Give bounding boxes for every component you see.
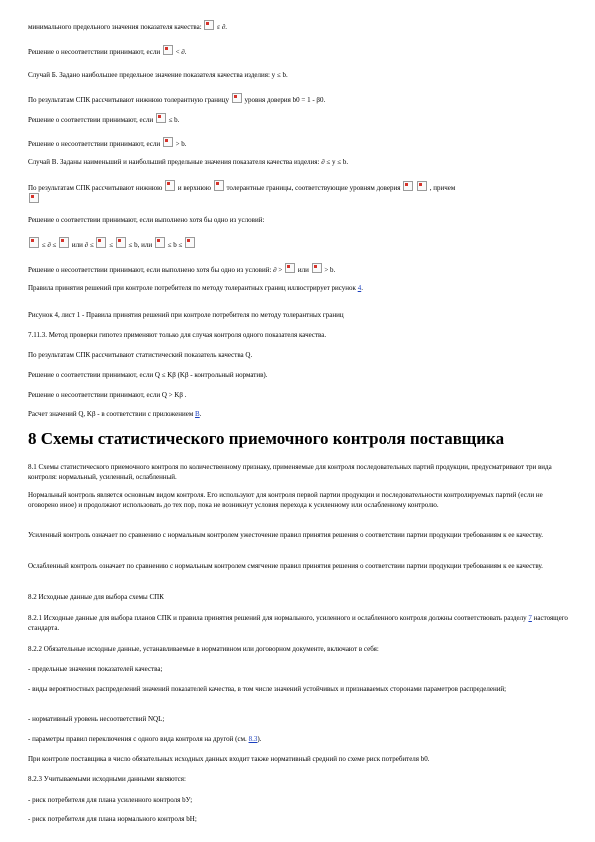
text-line-tolerance-bounds: По результатам СПК рассчитывают нижнюю и верхнюю толерантные границы, соответствующие уровням доверия , причем	[28, 180, 569, 205]
figure-4-link[interactable]: 4	[357, 284, 362, 292]
formula-image-icon	[417, 181, 427, 191]
formula-image-icon	[156, 113, 166, 123]
figure-caption: Рисунок 4, лист 1 - Правила принятия решений при контроле потребителя по методу толерантных границ	[28, 311, 344, 319]
formula-image-icon	[163, 45, 173, 55]
formula-image-icon	[403, 181, 413, 191]
list-item-switching-rules: - параметры правил переключения с одного вида контроля на другой (см. 8.3).	[28, 735, 262, 743]
text-line-nonconformity-conditions: Решение о несоответствии принимают, если выполнено хотя бы одно из условий: ∂ > или > b.	[28, 263, 569, 275]
formula-image-icon	[165, 180, 175, 191]
formula-image-icon	[204, 20, 214, 30]
appendix-v-link[interactable]: В	[195, 410, 200, 418]
formula-image-icon	[29, 193, 39, 203]
formula-image-icon	[116, 237, 126, 248]
text-line-condition-formulas: ≤ ∂ ≤ или ∂ ≤ ≤ ≤ b, или ≤ b ≤	[28, 237, 569, 250]
formula-image-icon	[285, 263, 295, 273]
list-item-normal-risk: - риск потребителя для плана нормального контроля bН;	[28, 815, 197, 823]
text-line-nonconformity-b: Решение о несоответствии принимают, если > b.	[28, 137, 569, 149]
formula-image-icon	[29, 237, 39, 248]
text-line-figure-reference: Правила принятия решений при контроле потребителя по методу толерантных границ иллюстрирует рисунок 4.	[28, 284, 363, 292]
text-line-7-11-3: 7.11.3. Метод проверки гипотез применяют только для случая контроля одного показателя качества.	[28, 331, 327, 339]
paragraph-8-2-1: 8.2.1 Исходные данные для выбора планов СПК и правила принятия решений для нормального, усиленного и ослабленного контроля должны соответствовать разделу 7 настоящего стандарта.	[28, 614, 568, 632]
list-item-nql: - нормативный уровень несоответствий NQL;	[28, 715, 165, 723]
paragraph-8-2-2: 8.2.2 Обязательные исходные данные, устанавливаемые в нормативном или договорном документе, включают в себя:	[28, 645, 379, 653]
paragraph-normal-control: Нормальный контроль является основным видом контроля. Его используют для контроля первой партии продукции и последовательности контролируемых партий (если не оговорено иное) и продолжают использовать до тех пор, пока не возникнут условия перехода к усиленному или ослабленному контролю.	[28, 491, 543, 509]
paragraph-tightened-control: Усиленный контроль означает по сравнению с нормальным контролем ужесточение правил принятия решения о соответствии партии продукции требованиям к ее качеству.	[28, 531, 543, 539]
formula-image-icon	[59, 237, 69, 248]
formula-image-icon	[214, 180, 224, 191]
text-line-lower-tolerance: По результатам СПК рассчитывают нижнюю толерантную границу уровня доверия b0 = 1 - β0.	[28, 93, 569, 105]
subheading-8-2: 8.2 Исходные данные для выбора схемы СПК	[28, 593, 164, 601]
list-item-limit-values: - предельные значения показателей качества;	[28, 665, 163, 673]
section-8-3-link[interactable]: 8.3	[248, 735, 258, 743]
formula-image-icon	[163, 137, 173, 147]
text-line-nonconformity-q: Решение о несоответствии принимают, если Q > Kβ .	[28, 391, 187, 399]
paragraph-supplier-risk: При контроле поставщика в число обязательных исходных данных входит также нормативный средний по схеме риск потребителя b0.	[28, 755, 430, 763]
formula-image-icon	[96, 237, 106, 248]
text-line-conformity-b: Решение о соответствии принимают, если ≤ b.	[28, 113, 569, 125]
text-line-case-v: Случай В. Заданы наименьший и наибольший предельные значения показателя качества изделия: ∂ ≤ у ≤ b.	[28, 158, 349, 166]
text-line-case-b: Случай Б. Задано наибольшее предельное значение показателя качества изделия: у ≤ b.	[28, 71, 288, 79]
paragraph-8-2-3: 8.2.3 Учитываемыми исходными данными являются:	[28, 775, 186, 783]
formula-image-icon	[232, 93, 242, 103]
text-line-nonconformity-a: Решение о несоответствии принимают, если < ∂.	[28, 45, 569, 57]
list-item-distributions: - виды вероятностных распределений значений показателей качества, в том числе значений устойчивых и признаваемых сторонами параметров распределений;	[28, 685, 507, 693]
text-line-conformity-conditions: Решение о соответствии принимают, если выполнено хотя бы одно из условий:	[28, 216, 265, 224]
section-heading: 8 Схемы статистического приемочного контроля поставщика	[28, 429, 505, 448]
formula-image-icon	[185, 237, 195, 248]
text-line-conformity-q: Решение о соответствии принимают, если Q ≤ Kβ (Kβ - контрольный норматив).	[28, 371, 268, 379]
formula-image-icon	[312, 263, 322, 273]
text-line-calculation: Расчет значений Q, Kβ - в соответствии с приложением В.	[28, 410, 202, 418]
paragraph-reduced-control: Ослабленный контроль означает по сравнению с нормальным контролем смягчение правил принятия решения о соответствии партии продукции требованиям к ее качеству.	[28, 562, 543, 570]
text-line-min-limit: минимального предельного значения показателя качества: ε ∂.	[28, 20, 569, 32]
text-line-statistic: По результатам СПК рассчитывают статистический показатель качества Q.	[28, 351, 253, 359]
section-7-link[interactable]: 7	[528, 614, 532, 622]
formula-image-icon	[155, 237, 165, 248]
list-item-tightened-risk: - риск потребителя для плана усиленного контроля bУ;	[28, 796, 193, 804]
paragraph-8-1: 8.1 Схемы статистического приемочного контроля по количественному признаку, применяемые для контроля последовательных партий продукции, предусматривают три вида контроля: нормальный, усиленный, ослабленный.	[28, 463, 552, 481]
